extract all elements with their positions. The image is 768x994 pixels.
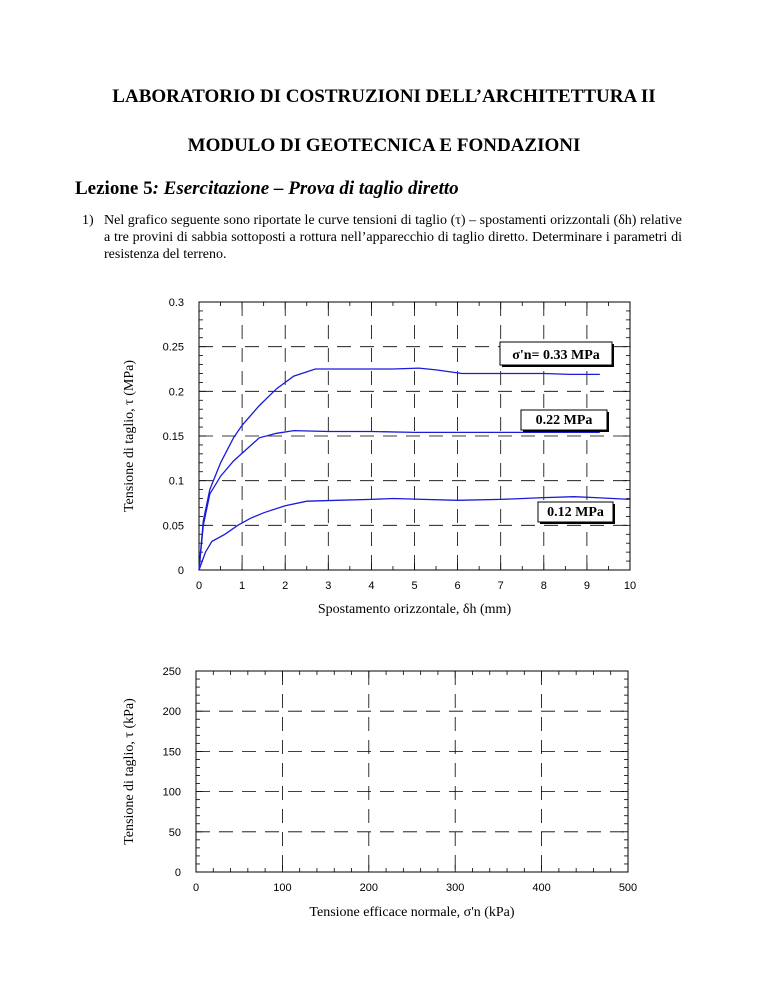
x-axis-label: Spostamento orizzontale, δh (mm): [317, 602, 512, 617]
y-tick-label: 0.15: [162, 431, 184, 443]
y-tick-label: 0.3: [168, 297, 184, 309]
exercise-number: 1): [82, 213, 94, 228]
course-title: LABORATORIO DI COSTRUZIONI DELL’ARCHITETTURA II: [112, 86, 656, 107]
x-axis-label: Tensione efficace normale, σ'n (kPa): [309, 905, 515, 920]
y-tick-label: 100: [162, 786, 181, 799]
y-tick-label: 150: [162, 746, 181, 759]
x-tick-label: 200: [359, 882, 378, 894]
annotation-label: 0.12 MPa: [547, 505, 604, 520]
y-axis-label: Tensione di taglio, τ (MPa): [122, 359, 137, 513]
lesson-subtitle: : Esercitazione – Prova di taglio diretto: [152, 178, 459, 199]
x-tick-label: 4: [368, 580, 375, 592]
x-tick-label: 5: [411, 580, 418, 592]
x-tick-label: 100: [273, 882, 292, 894]
x-tick-label: 3: [325, 580, 332, 592]
x-tick-label: 9: [583, 580, 590, 592]
plot-frame: [196, 671, 628, 872]
x-tick-label: 1: [239, 580, 246, 592]
x-tick-label: 8: [540, 580, 547, 592]
annotation-label: σ'n= 0.33 MPa: [512, 348, 600, 363]
y-tick-label: 0.2: [168, 386, 184, 399]
exercise-text: Nel grafico seguente sono riportate le curve tensioni di taglio (τ) – spostamenti orizzontali (δh) relative a tre provini di sabbia sottoposti a rottura nell’apparecchio di taglio diretto. Determinare i parametri di resistenza del terreno.: [104, 213, 682, 262]
x-tick-label: 7: [497, 580, 504, 592]
y-tick-label: 0.05: [162, 520, 184, 533]
x-tick-label: 10: [623, 580, 637, 592]
y-tick-label: 0.25: [162, 341, 184, 354]
y-tick-label: 0.1: [168, 475, 184, 488]
y-tick-label: 200: [162, 706, 181, 719]
lesson-number: Lezione 5: [75, 178, 153, 199]
x-tick-label: 500: [618, 882, 638, 894]
annotation-label: 0.22 MPa: [535, 413, 593, 428]
x-tick-label: 400: [532, 882, 551, 894]
y-tick-label: 50: [168, 826, 181, 839]
y-axis-label: Tensione di taglio, τ (kPa): [122, 698, 137, 845]
x-tick-label: 6: [454, 580, 461, 592]
x-tick-label: 0: [195, 580, 203, 592]
x-tick-label: 300: [446, 882, 465, 894]
x-tick-label: 2: [282, 580, 289, 592]
module-title: MODULO DI GEOTECNICA E FONDAZIONI: [187, 135, 581, 156]
y-tick-label: 250: [162, 666, 181, 678]
y-tick-label: 0: [177, 565, 184, 577]
x-tick-label: 0: [192, 882, 200, 894]
y-tick-label: 0: [174, 867, 181, 879]
